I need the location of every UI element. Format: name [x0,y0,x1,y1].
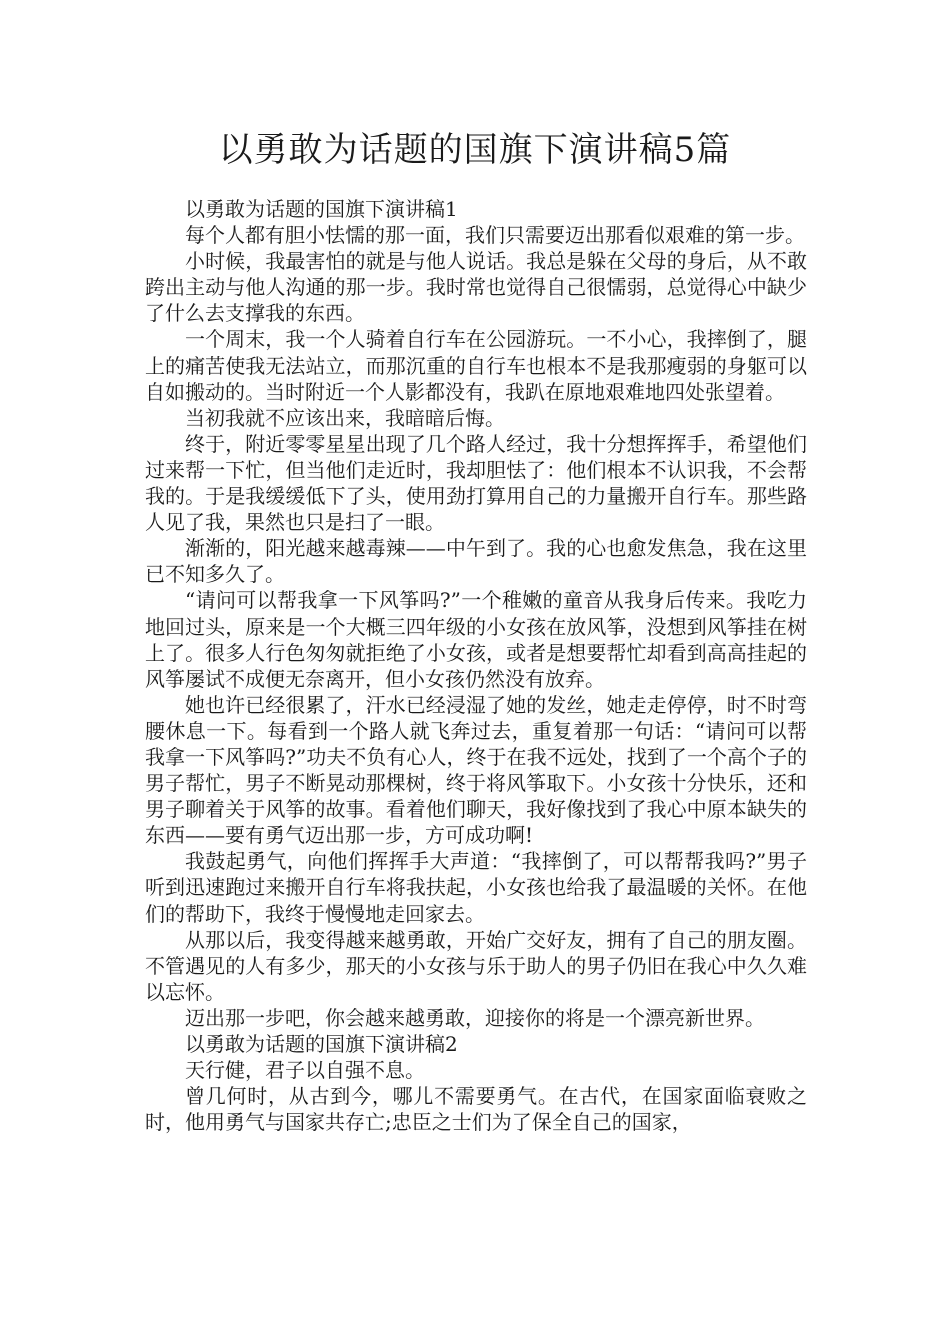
paragraph: 一个周末，我一个人骑着自行车在公园游玩。一不小心，我摔倒了，腿上的痛苦使我无法站立，而那沉重的自行车也根本不是我那瘦弱的身躯可以自如搬动的。当时附近一个人影都没有，我趴在原地艰难地四处张望着。 [145,327,807,404]
paragraph: 当初我就不应该出来，我暗暗后悔。 [185,405,505,430]
paragraph: 她也许已经很累了，汗水已经浸湿了她的发丝，她走走停停，时不时弯腰休息一下。每看到一个路人就飞奔过去，重复着那一句话：“请问可以帮我拿一下风筝吗?”功夫不负有心人，终于在我不远处，找到了一个高个子的男子帮忙，男子不断晃动那棵树，终于将风筝取下。小女孩十分快乐，还和男子聊着关于风筝的故事。看着他们聊天，我好像找到了我心中原本缺失的东西——要有勇气迈出那一步，方可成功啊! [145,692,807,848]
paragraph: 小时候，我最害怕的就是与他人说话。我总是躲在父母的身后，从不敢跨出主动与他人沟通的那一步。我时常也觉得自己很懦弱，总觉得心中缺少了什么去支撑我的东西。 [145,249,807,326]
paragraph: 曾几何时，从古到今，哪儿不需要勇气。在古代，在国家面临衰败之时，他用勇气与国家共存亡;忠臣之士们为了保全自己的国家， [145,1084,807,1135]
document-body [145,196,807,1135]
paragraph: 天行健，君子以自强不息。 [185,1058,425,1083]
paragraph: 迈出那一步吧，你会越来越勇敢，迎接你的将是一个漂亮新世界。 [185,1005,765,1030]
paragraph: 渐渐的，阳光越来越毒辣——中午到了。我的心也愈发焦急，我在这里已不知多久了。 [145,536,807,587]
document-title: 以勇敢为话题的国旗下演讲稿5篇 [218,130,732,170]
paragraph: 我鼓起勇气，向他们挥挥手大声道：“我摔倒了，可以帮帮我吗?”男子听到迅速跑过来搬开自行车将我扶起，小女孩也给我了最温暖的关怀。在他们的帮助下，我终于慢慢地走回家去。 [145,849,807,926]
section-heading-1: 以勇敢为话题的国旗下演讲稿1 [185,197,458,221]
paragraph: 从那以后，我变得越来越勇敢，开始广交好友，拥有了自己的朋友圈。不管遇见的人有多少，那天的小女孩与乐于助人的男子仍旧在我心中久久难以忘怀。 [145,927,807,1004]
paragraph: 终于，附近零零星星出现了几个路人经过，我十分想挥挥手，希望他们过来帮一下忙，但当他们走近时，我却胆怯了：他们根本不认识我，不会帮我的。于是我缓缓低下了头，使用劲打算用自己的力量搬开自行车。那些路人见了我，果然也只是扫了一眼。 [145,431,807,535]
section-heading-2: 以勇敢为话题的国旗下演讲稿2 [185,1032,458,1056]
paragraph: “请问可以帮我拿一下风筝吗?”一个稚嫩的童音从我身后传来。我吃力地回过头，原来是一个大概三四年级的小女孩在放风筝，没想到风筝挂在树上了。很多人行色匆匆就拒绝了小女孩，或者是想要帮忙却看到高高挂起的风筝屡试不成便无奈离开，但小女孩仍然没有放弃。 [145,588,807,691]
paragraph: 每个人都有胆小怯懦的那一面，我们只需要迈出那看似艰难的第一步。 [185,223,805,248]
